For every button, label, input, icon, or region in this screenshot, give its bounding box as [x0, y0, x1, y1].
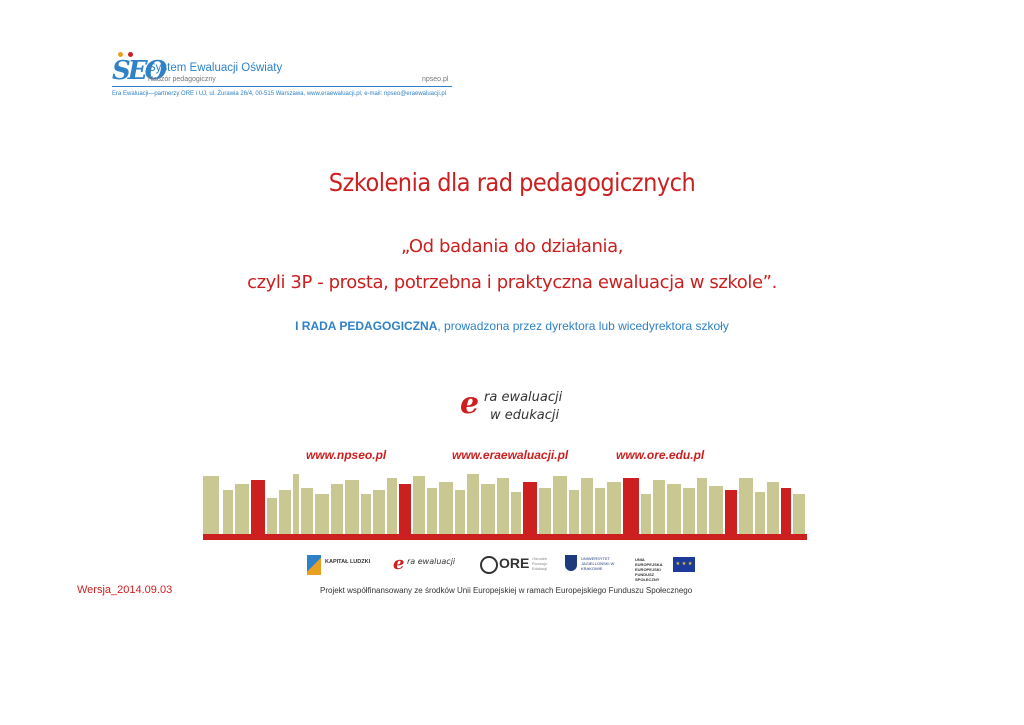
book-icon [399, 484, 411, 534]
book-icon [793, 494, 805, 534]
ore-circle-icon [480, 556, 498, 574]
ore-subtext: Ośrodek Rozwoju Edukacji [532, 556, 548, 571]
header-title: System Ewaluacji Oświaty [148, 62, 283, 74]
book-icon [581, 478, 593, 534]
book-icon [315, 494, 329, 534]
era-logo-letter: e [460, 386, 480, 421]
book-icon [301, 488, 313, 534]
book-icon [413, 476, 425, 534]
rada-bold: I RADA PEDAGOGICZNA [295, 319, 438, 333]
book-icon [683, 488, 695, 534]
header-subtitle: Nadzór pedagogiczny [148, 76, 216, 83]
quote-line-1: „Od badania do działania, [400, 236, 624, 257]
book-icon [345, 480, 359, 534]
uj-crest-icon [565, 555, 577, 571]
book-icon [203, 476, 219, 534]
book-icon [361, 494, 371, 534]
book-icon [523, 482, 537, 534]
uj-text: UNIWERSYTET JAGIELLOŃSKI W KRAKOWIE [581, 556, 615, 571]
header-divider [112, 86, 452, 87]
url-eraewaluacji[interactable]: www.eraewaluacji.pl [452, 448, 569, 462]
book-icon [553, 476, 567, 534]
book-icon [455, 490, 465, 534]
ue-text: UNIA EUROPEJSKA EUROPEJSKI FUNDUSZ SPOŁECZNY [635, 557, 663, 582]
book-icon [667, 484, 681, 534]
book-icon [623, 478, 639, 534]
book-icon [595, 488, 605, 534]
book-icon [607, 482, 621, 534]
ore-logo [480, 553, 550, 579]
book-icon [251, 480, 265, 534]
header-site: npseo.pl [422, 76, 449, 83]
ue-logo [635, 553, 705, 582]
book-icon [569, 490, 579, 534]
era-logo [460, 386, 580, 426]
book-icon [739, 478, 753, 534]
rada-rest: , prowadzona przez dyrektora lub wicedyrektora szkoły [437, 319, 729, 333]
kapital-text: KAPITAŁ LUDZKI [325, 559, 371, 565]
book-icon [373, 490, 385, 534]
book-icon [427, 488, 437, 534]
book-icon [481, 484, 495, 534]
url-ore[interactable]: www.ore.edu.pl [616, 448, 705, 462]
page-title: Szkolenia dla rad pedagogicznych [328, 168, 696, 197]
book-icon [725, 490, 737, 534]
header-address: Era Ewaluacji—partnerzy ORE i UJ, ul. Żurawia 26/4, 00-515 Warszawa, www.eraewaluacji.pl, e-mail: npseo@eraewaluacji.pl [112, 91, 447, 97]
book-icon [697, 478, 707, 534]
era-logo-line2: w edukacji [490, 408, 560, 423]
header [112, 50, 452, 102]
book-icon [767, 482, 779, 534]
book-icon [467, 474, 479, 534]
quote-line-2: czyli 3P - prosta, potrzebna i praktyczna ewaluacja w szkole”. [247, 272, 777, 293]
eu-stars-icon: ★ ★ ★ [675, 561, 693, 567]
era-small-logo [393, 553, 463, 579]
url-npseo[interactable]: www.npseo.pl [306, 448, 387, 462]
book-icon [235, 484, 249, 534]
shelf [203, 534, 807, 540]
book-icon [267, 498, 277, 534]
partner-logos [305, 553, 705, 583]
book-icon [497, 478, 509, 534]
bookshelf-illustration [203, 468, 807, 540]
book-icon [387, 478, 397, 534]
book-icon [709, 486, 723, 534]
book-icon [279, 490, 291, 534]
book-icon [331, 484, 343, 534]
era-logo-line1: ra ewaluacji [484, 390, 563, 405]
ore-text: ORE [499, 555, 530, 571]
book-icon [511, 492, 521, 534]
uj-logo [565, 553, 625, 579]
book-icon [539, 488, 551, 534]
book-icon [293, 474, 299, 534]
project-note: Projekt współfinansowany ze środków Unii Europejskiej w ramach Europejskiego Funduszu Społecznego [320, 586, 693, 595]
book-icon [439, 482, 453, 534]
book-icon [653, 480, 665, 534]
era-small-text: ra ewaluacji [407, 557, 456, 566]
rada-line [0, 319, 1024, 333]
seo-logo [112, 52, 165, 90]
book-icon [641, 494, 651, 534]
version-label: Wersja_2014.09.03 [77, 584, 173, 596]
book-icon [781, 488, 791, 534]
logo-text: SEO [112, 56, 165, 86]
kapital-ludzki-logo [305, 553, 375, 579]
era-small-letter: e [393, 553, 405, 574]
kapital-flag-icon [307, 555, 321, 575]
book-icon [223, 490, 233, 534]
book-icon [755, 492, 765, 534]
